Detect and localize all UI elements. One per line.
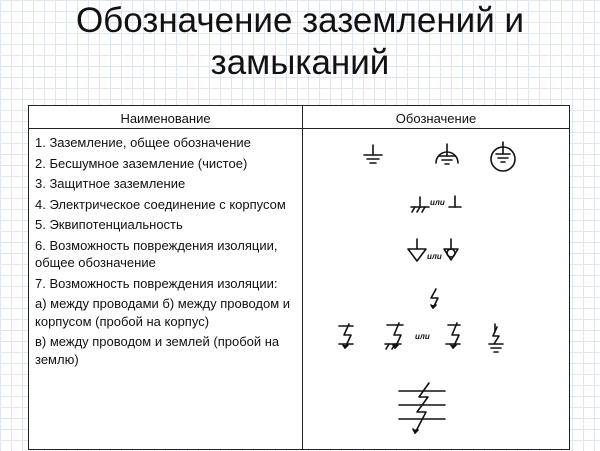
header-symbol: Обозначение — [303, 106, 570, 129]
multi-wire-fault-symbol-icon — [399, 383, 445, 433]
symbols-drawing — [303, 129, 571, 451]
chassis-connection-symbol-icon — [411, 196, 461, 212]
table-header-row — [29, 106, 570, 129]
list-item: а) между проводами б) между проводом и корпусом (пробой на корпус) — [35, 296, 291, 329]
list-item: 7. Возможность повреждения изоляции: — [35, 275, 278, 291]
fault-between-wires-symbol-icon — [339, 324, 353, 348]
list-item: 5. Эквипотенциальность — [35, 217, 183, 232]
protective-ground-symbol-icon — [491, 142, 515, 171]
fault-to-chassis-symbol-icon — [385, 323, 403, 349]
symbols-column — [303, 129, 570, 450]
page-title — [0, 0, 600, 84]
noiseless-ground-symbol-icon — [436, 144, 458, 164]
designations-table — [28, 105, 570, 450]
or-label-3: или — [415, 332, 430, 341]
fault-to-chassis-alt-symbol-icon — [446, 323, 460, 348]
list-item: 3. Защитное заземление — [35, 176, 186, 191]
equipotential-symbol-icon — [408, 239, 458, 261]
list-item: 6. Возможность повреждения изоляции, общее обозначение — [35, 237, 278, 270]
insulation-fault-symbol-icon — [431, 289, 438, 308]
or-label-2: или — [427, 252, 442, 261]
page-title-line-1: Обозначение заземлений и — [75, 1, 525, 40]
list-item: 2. Бесшумное заземление (чистое) — [35, 155, 248, 171]
ground-symbol-icon — [364, 145, 382, 163]
header-name: Наименование — [29, 106, 303, 129]
fault-to-earth-symbol-icon — [489, 324, 503, 352]
page-title-line-2: замыканий — [210, 43, 390, 82]
table-body-row — [29, 129, 570, 450]
or-label-1: или — [430, 198, 445, 207]
list-item: 1. Заземление, общее обозначение — [35, 135, 251, 150]
names-column — [29, 129, 303, 450]
list-item: 4. Электрическое соединение с корпусом — [35, 196, 286, 212]
list-item: в) между проводом и землей (пробой на землю) — [35, 334, 280, 367]
